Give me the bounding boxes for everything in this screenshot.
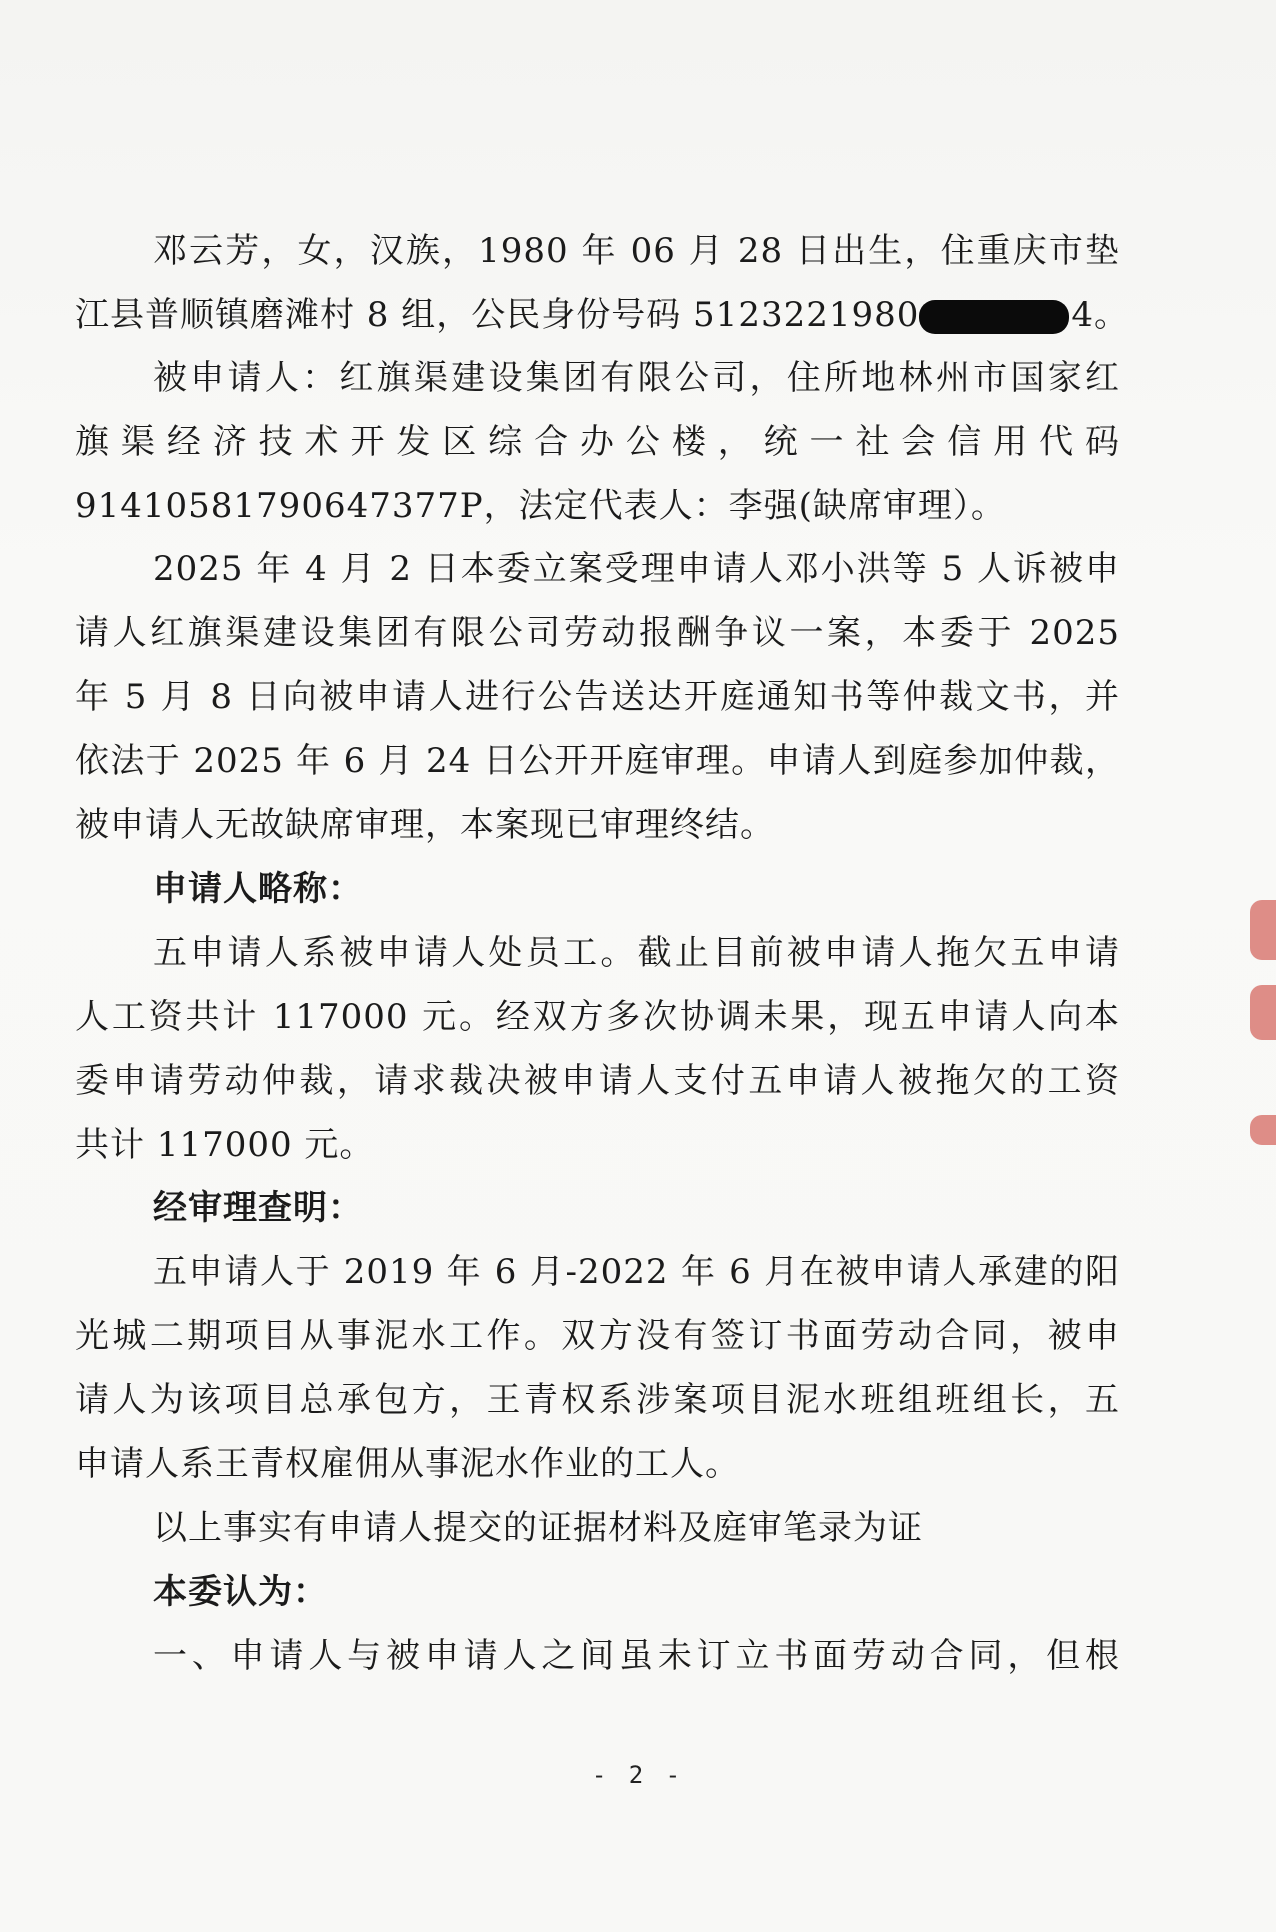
applicant-paragraph [75, 219, 1130, 347]
findings-line-4: 申请人系王青权雇佣从事泥水作业的工人。 [75, 1444, 740, 1484]
applicant-line-1: 邓云芳，女，汉族，1980 年 06 月 28 日出生，住重庆市垫 [153, 231, 1120, 271]
procedure-line-1: 2025 年 4 月 2 日本委立案受理申请人邓小洪等 5 人诉被申 [153, 549, 1120, 589]
procedure-line-2: 请人红旗渠建设集团有限公司劳动报酬争议一案，本委于 2025 [75, 613, 1120, 653]
opinion-line-1: 一、申请人与被申请人之间虽未订立书面劳动合同，但根 [153, 1636, 1120, 1676]
redaction-mark [919, 300, 1069, 334]
applicant-line-2 [75, 283, 1130, 347]
claim-line-1: 五申请人系被申请人处员工。截止目前被申请人拖欠五申请 [153, 933, 1120, 973]
applicant-id-suffix: 4。 [1071, 295, 1130, 335]
procedure-line-4: 依法于 2025 年 6 月 24 日公开开庭审理。申请人到庭参加仲裁， [75, 741, 1120, 781]
claim-section [75, 857, 1120, 1177]
findings-heading: 经审理查明： [153, 1188, 363, 1228]
respondent-line-2: 旗渠经济技术开发区综合办公楼，统一社会信用代码 [75, 422, 1120, 462]
findings-line-3: 请人为该项目总承包方，王青权系涉案项目泥水班组班组长，五 [75, 1380, 1120, 1420]
page-number: - 2 - [591, 1761, 685, 1789]
seal-fragment-bottom [1250, 1115, 1276, 1145]
procedure-line-5: 被申请人无故缺席审理，本案现已审理终结。 [75, 805, 775, 845]
findings-line-2: 光城二期项目从事泥水工作。双方没有签订书面劳动合同，被申 [75, 1316, 1120, 1356]
claim-heading: 申请人略称： [153, 869, 363, 909]
respondent-line-1: 被申请人：红旗渠建设集团有限公司，住所地林州市国家红 [153, 358, 1120, 398]
claim-line-3: 委申请劳动仲裁，请求裁决被申请人支付五申请人被拖欠的工资 [75, 1061, 1120, 1101]
findings-section [75, 1176, 1120, 1496]
respondent-line-3: 91410581790647377P，法定代表人：李强(缺席审理）。 [75, 486, 1006, 526]
seal-fragment-middle [1250, 985, 1276, 1040]
applicant-id-prefix: 江县普顺镇磨滩村 8 组，公民身份号码 5123221980 [75, 295, 920, 335]
findings-line-1: 五申请人于 2019 年 6 月-2022 年 6 月在被申请人承建的阳 [153, 1252, 1120, 1292]
seal-fragment-top [1250, 900, 1276, 960]
evidence-line: 以上事实有申请人提交的证据材料及庭审笔录为证 [153, 1508, 923, 1548]
opinion-heading: 本委认为： [153, 1572, 328, 1612]
respondent-paragraph [75, 346, 1120, 538]
evidence-and-opinion [75, 1496, 1120, 1688]
procedure-line-3: 年 5 月 8 日向被申请人进行公告送达开庭通知书等仲裁文书，并 [75, 677, 1120, 717]
claim-line-2: 人工资共计 117000 元。经双方多次协调未果，现五申请人向本 [75, 997, 1120, 1037]
procedure-paragraph [75, 537, 1120, 857]
claim-line-4: 共计 117000 元。 [75, 1125, 375, 1165]
